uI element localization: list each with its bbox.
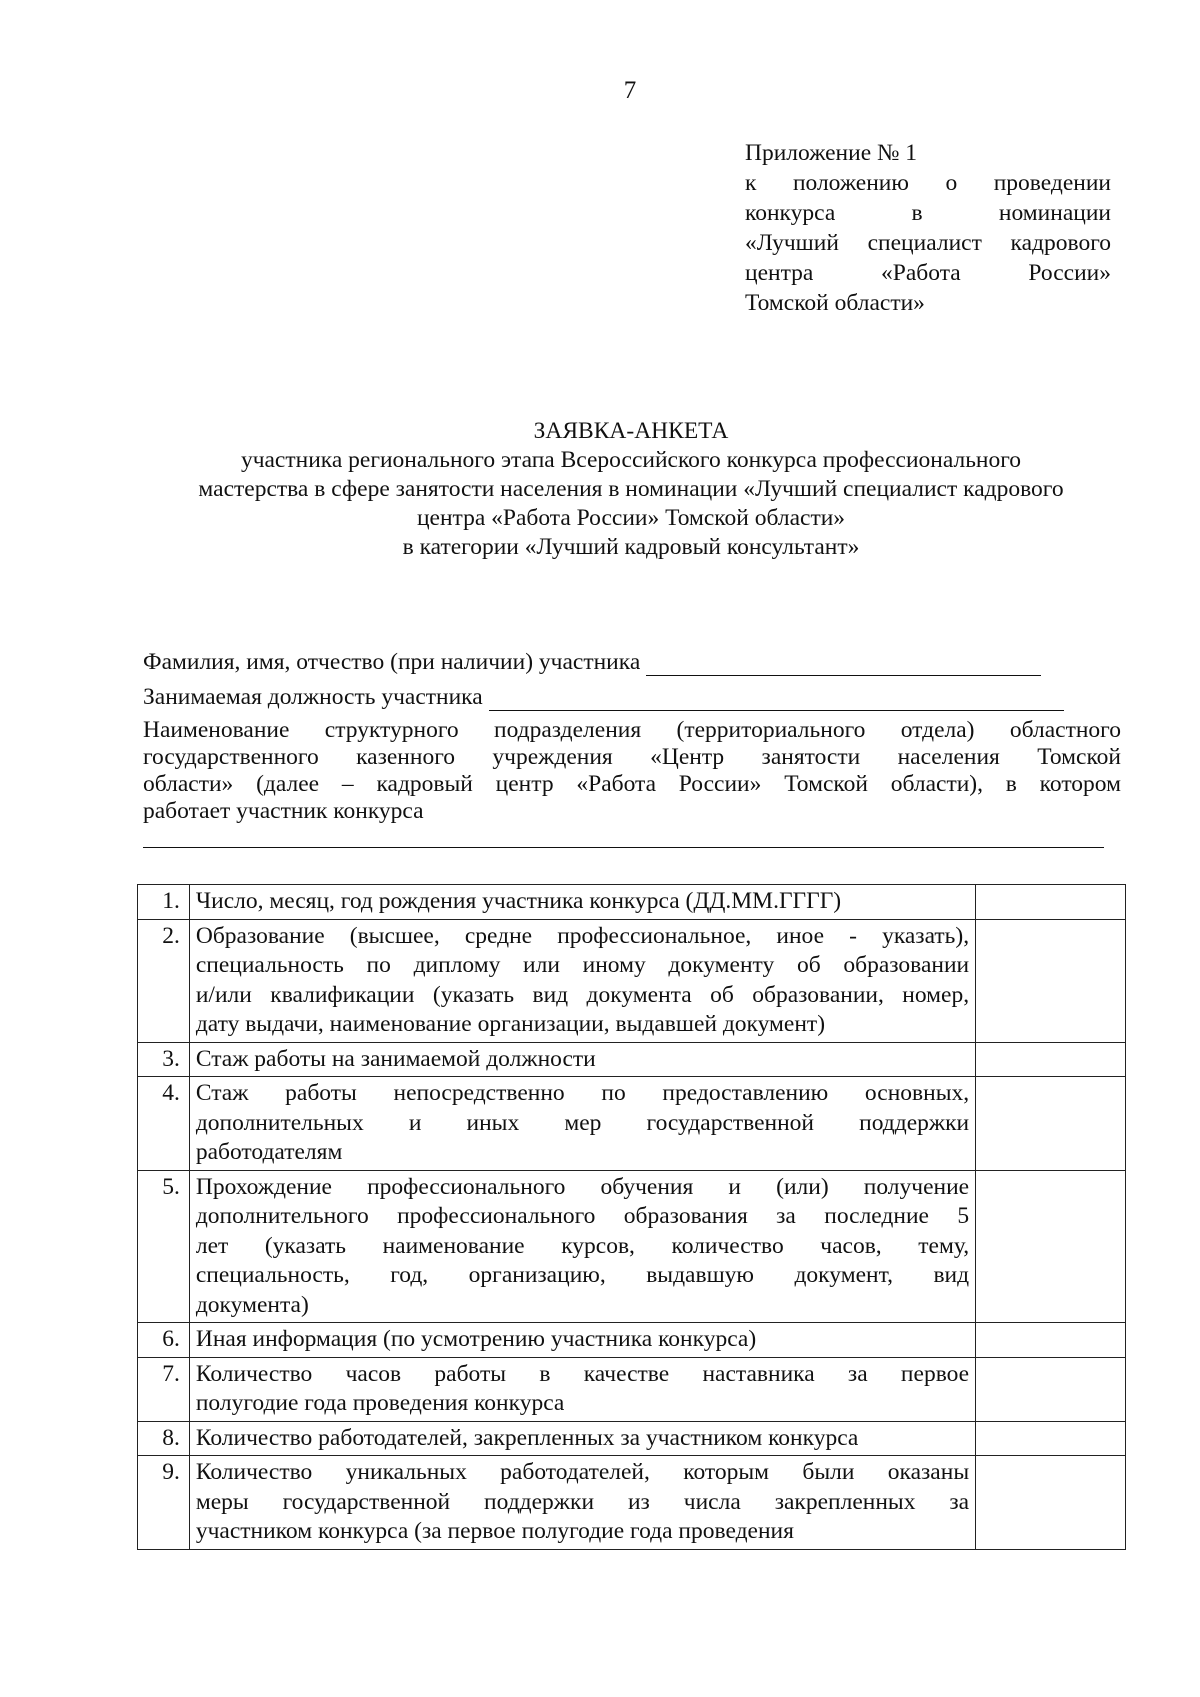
row-number: 4. <box>138 1077 190 1171</box>
question-line: и/или квалификации (указать вид документа об образовании, номер, <box>195 981 970 1008</box>
row-number: 2. <box>138 919 190 1042</box>
table-row <box>138 885 1126 920</box>
question-line: работодателям <box>195 1139 343 1165</box>
row-answer-cell[interactable] <box>976 1357 1126 1421</box>
appendix-line: к положению о проведении <box>745 170 1111 196</box>
row-answer-cell[interactable] <box>976 885 1126 920</box>
appendix-line: конкурса в номинации <box>745 200 1111 226</box>
participant-fields <box>143 641 1121 848</box>
table-row <box>138 1170 1126 1323</box>
table-row <box>138 1357 1126 1421</box>
appendix-line: Томской области» <box>745 290 925 316</box>
form-subtitle-line: в категории «Лучший кадровый консультант» <box>402 534 860 560</box>
appendix-line: «Лучший специалист кадрового <box>745 230 1111 256</box>
row-answer-cell[interactable] <box>976 1077 1126 1171</box>
row-number: 6. <box>138 1323 190 1358</box>
unit-label-line: работает участник конкурса <box>143 798 424 824</box>
appendix-line: Приложение № 1 <box>745 140 918 166</box>
table-row <box>138 1077 1126 1171</box>
row-number: 1. <box>138 885 190 920</box>
row-question <box>189 1421 975 1456</box>
row-answer-cell[interactable] <box>976 1042 1126 1077</box>
row-question <box>189 1042 975 1077</box>
question-line: Стаж работы непосредственно по предоставлению основных, <box>195 1080 970 1106</box>
form-heading: ЗАЯВКА-АНКЕТА <box>533 418 729 444</box>
question-line: лет (указать наименование курсов, количество часов, тему, <box>195 1232 970 1259</box>
row-question <box>189 1456 975 1550</box>
questionnaire-body <box>138 885 1126 1550</box>
row-answer-cell[interactable] <box>976 1323 1126 1358</box>
question-line: документа) <box>195 1291 309 1318</box>
unit-label-line: Наименование структурного подразделения (территориального отдела) областного <box>143 717 1121 743</box>
table-row <box>138 1421 1126 1456</box>
question-line: Стаж работы на занимаемой должности <box>195 1045 596 1072</box>
table-row <box>138 1323 1126 1358</box>
page-number: 7 <box>623 77 637 104</box>
questionnaire-table <box>137 884 1126 1550</box>
position-blank-line[interactable] <box>489 688 1064 711</box>
unit-blank-line[interactable] <box>143 827 1104 848</box>
form-subtitle-line: участника регионального этапа Всероссийского конкурса профессионального <box>240 447 1022 473</box>
fio-field <box>143 641 1121 676</box>
question-line: Образование (высшее, средне профессиональное, иное - указать), <box>195 922 970 949</box>
form-subtitle-line: центра «Работа России» Томской области» <box>416 505 846 531</box>
row-number: 3. <box>138 1042 190 1077</box>
table-row <box>138 1456 1126 1550</box>
row-question <box>189 1077 975 1171</box>
unit-label-line: области» (далее – кадровый центр «Работа России» Томской области), в котором <box>143 771 1121 797</box>
question-line: дату выдачи, наименование организации, выдавшей документ) <box>195 1011 826 1037</box>
question-line: специальность по диплому или иному документу об образовании <box>195 952 970 978</box>
position-label: Занимаемая должность участника <box>143 684 483 710</box>
row-question <box>189 1323 975 1358</box>
row-answer-cell[interactable] <box>976 919 1126 1042</box>
question-line: Прохождение профессионального обучения и (или) получение <box>195 1173 970 1200</box>
question-line: Количество часов работы в качестве наставника за первое <box>195 1360 970 1387</box>
question-line: Иная информация (по усмотрению участника конкурса) <box>195 1326 757 1352</box>
row-question <box>189 885 975 920</box>
question-line: участником конкурса (за первое полугодие года проведения <box>195 1518 794 1544</box>
fio-label: Фамилия, имя, отчество (при наличии) участника <box>143 649 641 675</box>
unit-field-label <box>143 717 1121 825</box>
appendix-reference <box>745 138 1111 318</box>
fio-blank-line[interactable] <box>646 653 1041 676</box>
appendix-line: центра «Работа России» <box>745 260 1111 286</box>
question-line: полугодие года проведения конкурса <box>195 1390 565 1416</box>
question-line: Количество уникальных работодателей, которым были оказаны <box>195 1459 970 1485</box>
question-line: специальность, год, организацию, выдавшую документ, вид <box>195 1262 970 1288</box>
row-question <box>189 1357 975 1421</box>
table-row <box>138 919 1126 1042</box>
row-question <box>189 1170 975 1323</box>
row-number: 5. <box>138 1170 190 1323</box>
unit-label-line: государственного казенного учреждения «Центр занятости населения Томской <box>143 744 1121 770</box>
row-number: 9. <box>138 1456 190 1550</box>
row-question <box>189 919 975 1042</box>
question-line: дополнительного профессионального образования за последние 5 <box>195 1203 970 1229</box>
row-answer-cell[interactable] <box>976 1170 1126 1323</box>
row-number: 8. <box>138 1421 190 1456</box>
row-answer-cell[interactable] <box>976 1421 1126 1456</box>
question-line: дополнительных и иных мер государственной поддержки <box>195 1109 970 1136</box>
form-subtitle-line: мастерства в сфере занятости населения в номинации «Лучший специалист кадрового <box>198 476 1064 502</box>
question-line: Число, месяц, год рождения участника конкурса (ДД.ММ.ГГГГ) <box>195 888 842 914</box>
position-field <box>143 676 1121 711</box>
row-answer-cell[interactable] <box>976 1456 1126 1550</box>
table-row <box>138 1042 1126 1077</box>
row-number: 7. <box>138 1357 190 1421</box>
form-title <box>0 417 1200 562</box>
question-line: меры государственной поддержки из числа закрепленных за <box>195 1488 970 1515</box>
question-line: Количество работодателей, закрепленных за участником конкурса <box>195 1424 859 1451</box>
